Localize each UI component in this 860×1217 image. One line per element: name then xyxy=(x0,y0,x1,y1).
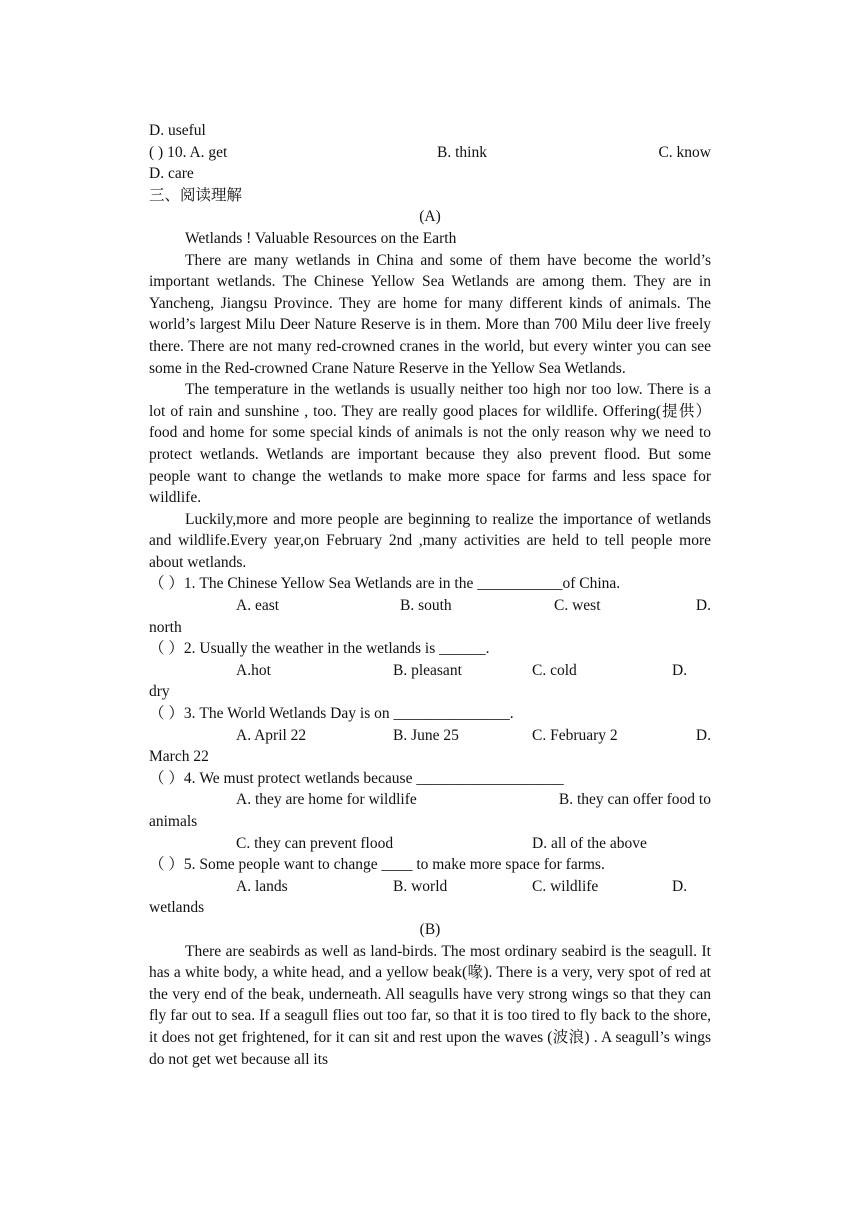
option-d: D. xyxy=(672,661,688,679)
option-d-text: north xyxy=(149,618,182,636)
option-c: C. cold xyxy=(532,661,577,679)
option-d: D. care xyxy=(149,165,194,183)
option-c: C. know xyxy=(658,143,711,161)
option-d-text: March 22 xyxy=(149,748,209,766)
option-line: D. useful xyxy=(149,122,206,139)
question-1-options xyxy=(149,595,711,617)
option-a: A. lands xyxy=(236,877,288,895)
option-c: C. February 2 xyxy=(532,726,618,744)
question-1-stem: （ ）1. The Chinese Yellow Sea Wetlands are in the ___________of China. xyxy=(149,575,621,593)
passage-b-paragraph-1: There are seabirds as well as land-birds. The most ordinary seabird is the seagull. It has a white body, a white head, and a yellow beak(喙). There is a very, very spot of red at the very end of the beak, underneath. All seagulls have very strong wings so that they can fly far out to sea. If a seagull flies out too far, so that it is too tired to fly back to the shore, it does not get frightened, for it can sit and rest upon the waves (波浪) . A seagull’s wings do not get wet because all its xyxy=(149,942,711,1068)
option-b: B. June 25 xyxy=(393,726,459,744)
option-b-text: animals xyxy=(149,813,198,830)
option-b: B. world xyxy=(393,877,448,895)
question-2-stem: （ ）2. Usually the weather in the wetlands is ______. xyxy=(149,640,490,658)
question-4-stem: （ ）4. We must protect wetlands because ___________________ xyxy=(149,769,564,787)
passage-a-paragraph-1: There are many wetlands in China and some of them have become the world’s important wetlands. The Chinese Yellow Sea Wetlands are among them. They are in Yancheng, Jiangsu Province. They are home for many different kinds of animals. The world’s largest Milu Deer Nature Reserve is in them. More than 700 Milu deer live freely there. There are not many red-crowned cranes in the world, but every winter you can see some in the Red-crowned Crane Nature Reserve in the Yellow Sea Wetlands. xyxy=(149,251,711,377)
option-c: C. west xyxy=(554,597,601,615)
question-4-options-ab xyxy=(149,789,711,811)
question-5-stem: （ ）5. Some people want to change ____ to make more space for farms. xyxy=(149,856,605,874)
passage-title: Wetlands ! Valuable Resources on the Earth xyxy=(185,229,457,247)
option-b: B. pleasant xyxy=(393,661,462,679)
option-d: D. xyxy=(695,726,711,744)
option-d-text: wetlands xyxy=(149,899,205,917)
option-c: C. they can prevent flood xyxy=(236,834,394,852)
option-b: B. they can offer food to xyxy=(558,791,711,809)
question-3-options xyxy=(149,725,711,747)
question-10-stem: ( ) 10. A. get xyxy=(149,143,228,161)
question-5-options xyxy=(149,876,711,898)
question-10 xyxy=(149,142,711,164)
passage-a-paragraph-2: The temperature in the wetlands is usually neither too high nor too low. There is a lot of rain and sunshine , too. They are really good places for wildlife. Offering(提供）food and home for some special kinds of animals is not the only reason why we need to protect wetlands. Wetlands are important because they also prevent flood. But some people want to change the wetlands to make more space for farms and less space for wildlife. xyxy=(149,381,711,507)
part-b-label: (B) xyxy=(419,920,441,938)
option-d-text: dry xyxy=(149,683,170,701)
option-d: D. xyxy=(695,597,711,615)
option-b: B. think xyxy=(437,143,487,161)
option-d: D. xyxy=(672,877,688,895)
option-c: C. wildlife xyxy=(532,877,599,895)
option-a: A. April 22 xyxy=(236,726,307,744)
option-a: A.hot xyxy=(236,661,271,679)
question-2-options xyxy=(149,660,711,682)
option-d: D. all of the above xyxy=(532,834,647,852)
question-3-stem: （ ）3. The World Wetlands Day is on _______________. xyxy=(149,705,514,723)
option-a: A. east xyxy=(236,597,280,615)
option-a: A. they are home for wildlife xyxy=(236,791,417,809)
question-4-options-cd xyxy=(149,833,711,855)
passage-a-paragraph-3: Luckily,more and more people are beginning to realize the importance of wetlands and wildlife.Every year,on February 2nd ,many activities are held to tell people more about wetlands. xyxy=(149,510,711,571)
section-title: 三、阅读理解 xyxy=(149,186,243,204)
document-page xyxy=(149,120,711,1070)
option-b: B. south xyxy=(400,597,452,615)
part-a-label: (A) xyxy=(419,208,441,226)
